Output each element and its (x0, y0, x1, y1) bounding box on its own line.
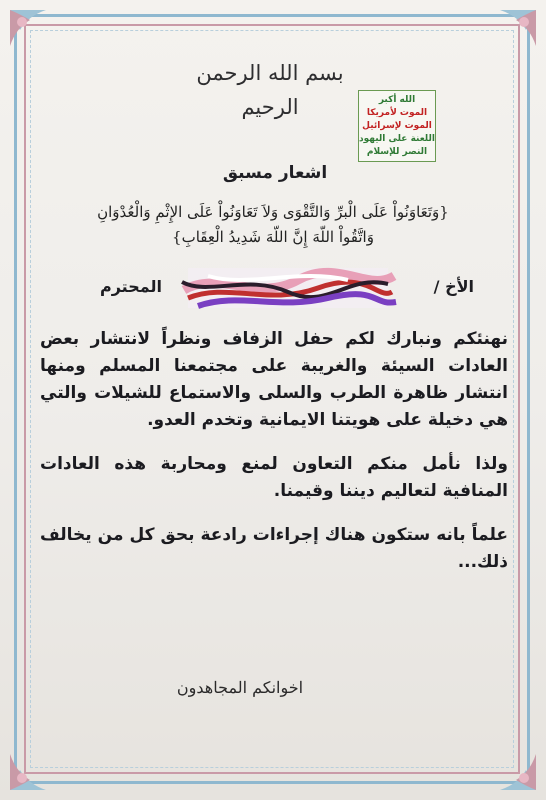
corner-ornament-icon (6, 736, 64, 794)
recipient-label: الأخ / (433, 277, 474, 296)
letter-body (40, 326, 508, 706)
body-paragraph-2: ولذا نأمل منكم التعاون لمنع ومحاربة هذه العادات المنافية لتعاليم ديننا وقيمنا. (40, 454, 508, 501)
body-paragraph-1: نهنئكم ونبارك لكم حفل الزفاف ونظراً لانتشار بعض العادات السيئة والغريبة على مجتمعنا المسلم ومنها انتشار ظاهرة الطرب والسلى والاستماع للشيلات والتي هي دخيلة على هويتنا الايمانية وتخدم العدو. (40, 329, 508, 430)
corner-ornament-icon (482, 6, 540, 64)
slogan-line-4: اللعنة على اليهود (359, 134, 435, 144)
slogan-line-2: الموت لأمريكا (366, 108, 428, 118)
body-paragraph-3: علماً بانه ستكون هناك إجراءات رادعة بحق كل من يخالف ذلك... (40, 525, 508, 572)
verse-line-1: {وَتَعَاوَنُواْ عَلَى الْبرِّ وَالتَّقْوَى وَلاَ تَعَاوَنُواْ عَلَى الإِثْمِ وَالْعُدْوَانِ (97, 203, 449, 221)
document-title: اشعار مسبق (222, 163, 328, 183)
slogan-line-5: النصر للإسلام (366, 147, 428, 157)
slogan-line-1: الله أكبر (378, 95, 416, 105)
signature: اخوانكم المجاهدون (176, 678, 304, 697)
slogan-logo (358, 90, 436, 162)
recipient-line (40, 277, 508, 301)
corner-ornament-icon (6, 6, 64, 64)
quran-verse (40, 200, 506, 262)
slogan-line-3: الموت لإسرائيل (362, 121, 432, 131)
corner-ornament-icon (482, 736, 540, 794)
basmala-heading: بسم الله الرحمن الرحيم (196, 61, 344, 119)
respected-label: المحترم (100, 277, 162, 296)
verse-line-2: وَاتَّقُواْ اللّهَ إِنَّ اللّهَ شَدِيدُ الْعِقَابِ} (172, 228, 374, 246)
